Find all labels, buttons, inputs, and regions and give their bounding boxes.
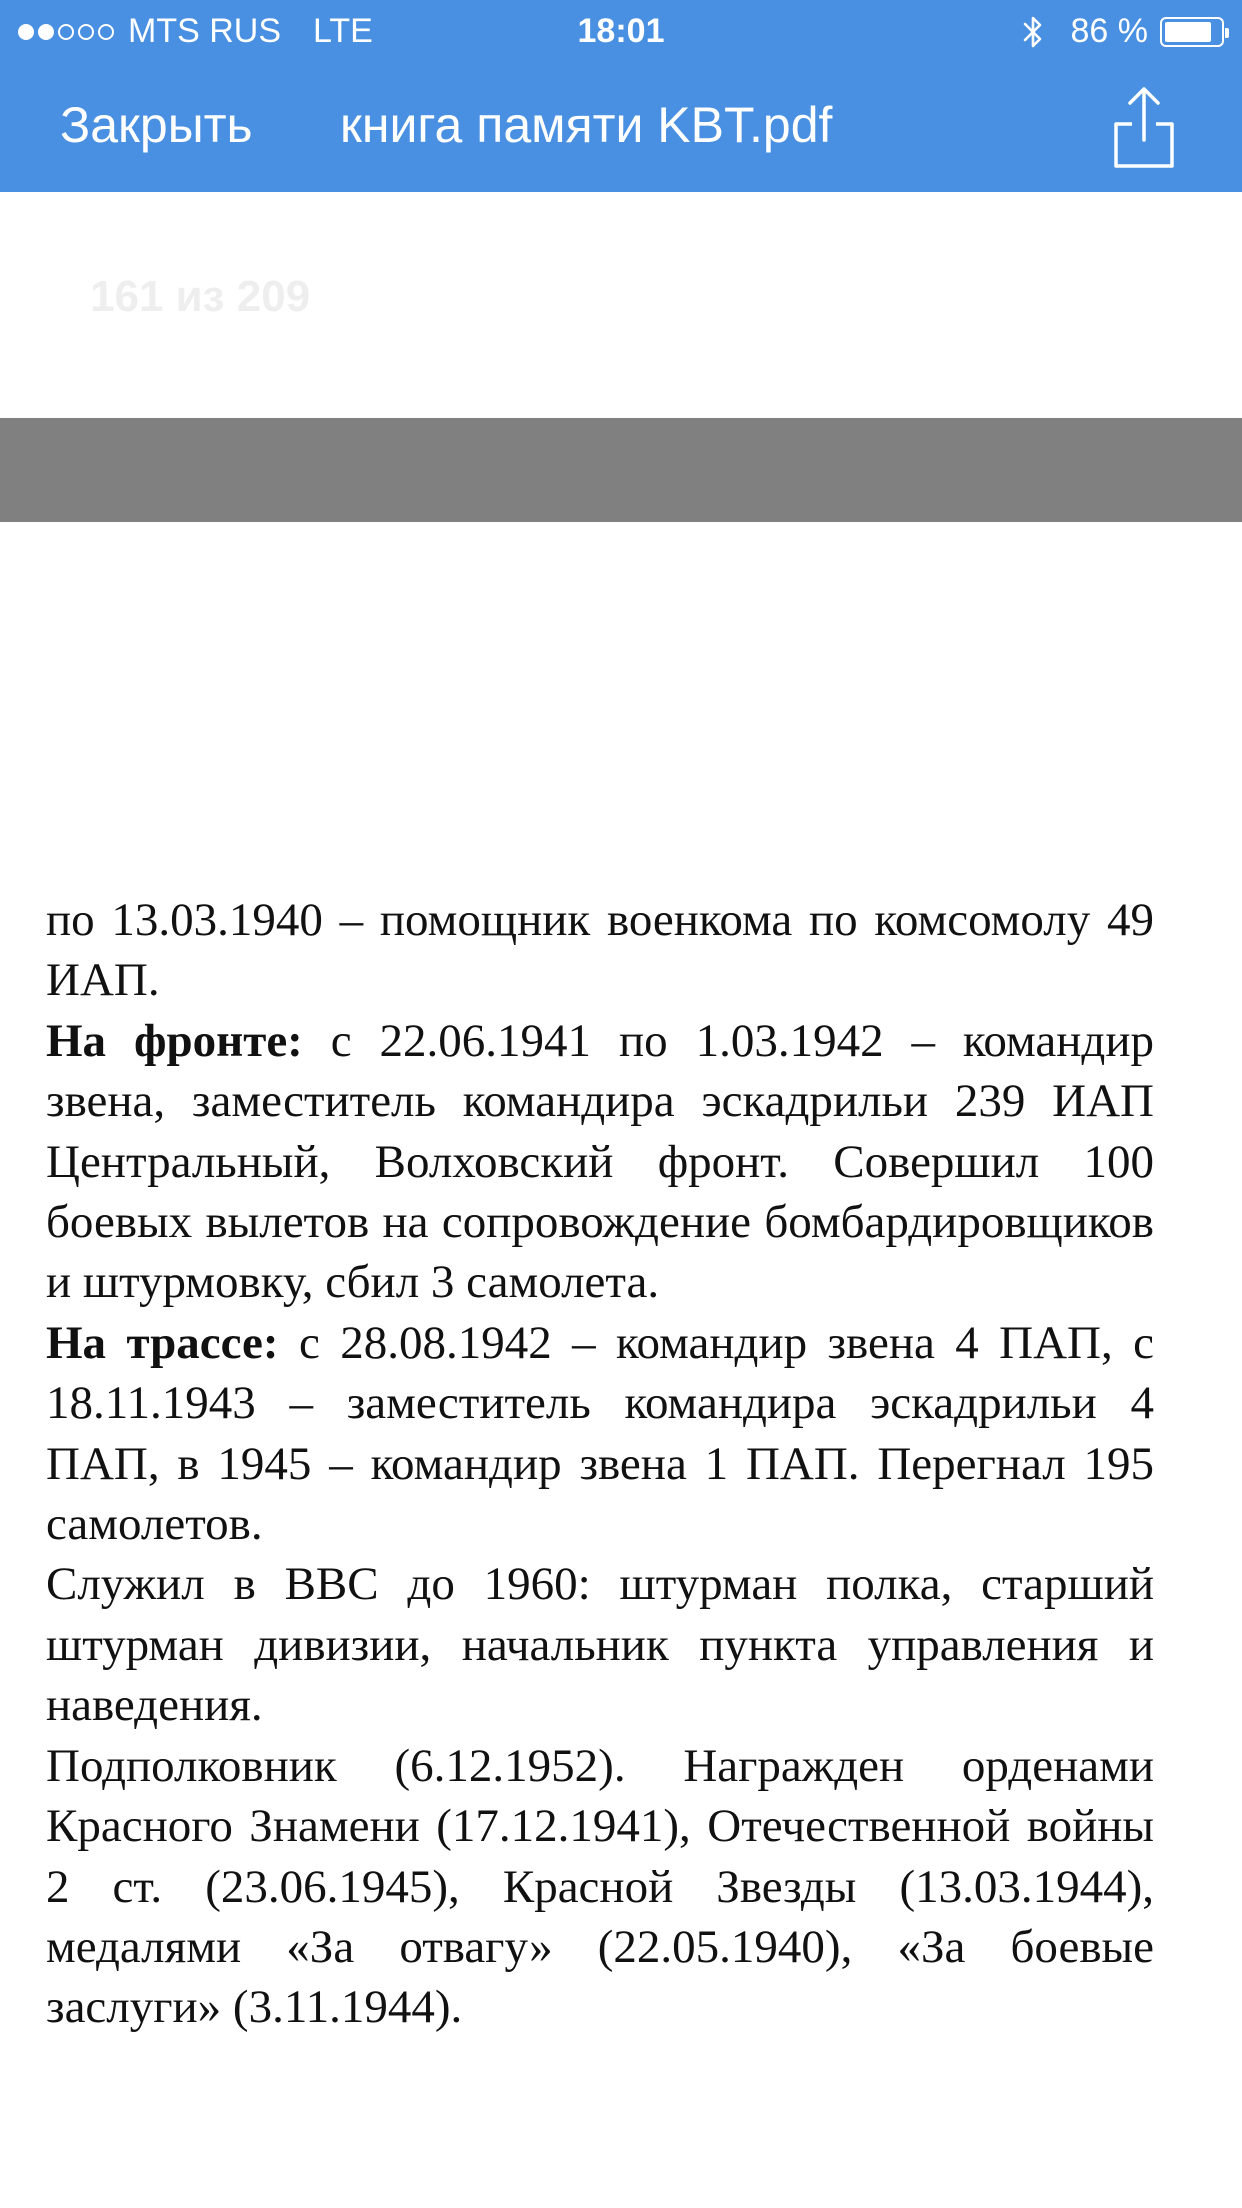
document-page-text [46, 890, 1154, 2038]
status-bar [0, 0, 1242, 64]
front-text: с 22.06.1941 по 1.03.1942 – командир звена, заместитель командира эскадрильи 239 ИАП Центральный, Волховский фронт. Совершил 100 боевых вылетов на сопровождение бомбардировщиков и штурмовку, сбил 3 самолета. [46, 1014, 1154, 1309]
paragraph-front [46, 1011, 1154, 1313]
route-text: с 28.08.1942 – командир звена 4 ПАП, с 18.11.1943 – заместитель командира эскадрильи 4 ПАП, в 1945 – командир звена 1 ПАП. Перегнал 195 самолетов. [46, 1316, 1154, 1551]
bluetooth-icon [1023, 15, 1043, 49]
battery-icon [1160, 17, 1224, 47]
status-right [1023, 12, 1225, 51]
network-type: LTE [313, 12, 373, 50]
battery-level-fill [1165, 22, 1211, 42]
page-divider [0, 418, 1242, 522]
route-heading: На трассе: [46, 1316, 279, 1369]
navigation-bar [0, 64, 1242, 192]
paragraph-service: по 13.03.1940 – помощник военкома по комсомолу 49 ИАП. [46, 894, 1154, 1007]
share-button[interactable] [1110, 84, 1178, 172]
paragraph-air-force: Служил в ВВС до 1960: штурман полка, старший штурман дивизии, начальник пункта управления и наведения. [46, 1558, 1154, 1732]
close-button[interactable]: Закрыть [60, 97, 253, 153]
paragraph-awards: Подполковник (6.12.1952). Награжден орденами Красного Знамени (17.12.1941), Отечественной войны 2 ст. (23.06.1945), Красной Звезды (13.03.1944), медалями «За отвагу» (22.05.1940), «За боевые заслуги» (3.11.1944). [46, 1739, 1154, 2034]
document-title: книга памяти KBT.pdf [340, 97, 833, 153]
page-indicator: 161 из 209 [90, 272, 311, 321]
paragraph-route [46, 1313, 1154, 1555]
share-icon [1110, 84, 1178, 172]
clock: 18:01 [577, 12, 665, 50]
battery-percent: 86 % [1070, 12, 1148, 50]
front-heading: На фронте: [46, 1014, 303, 1067]
carrier-name: MTS RUS [128, 12, 281, 50]
